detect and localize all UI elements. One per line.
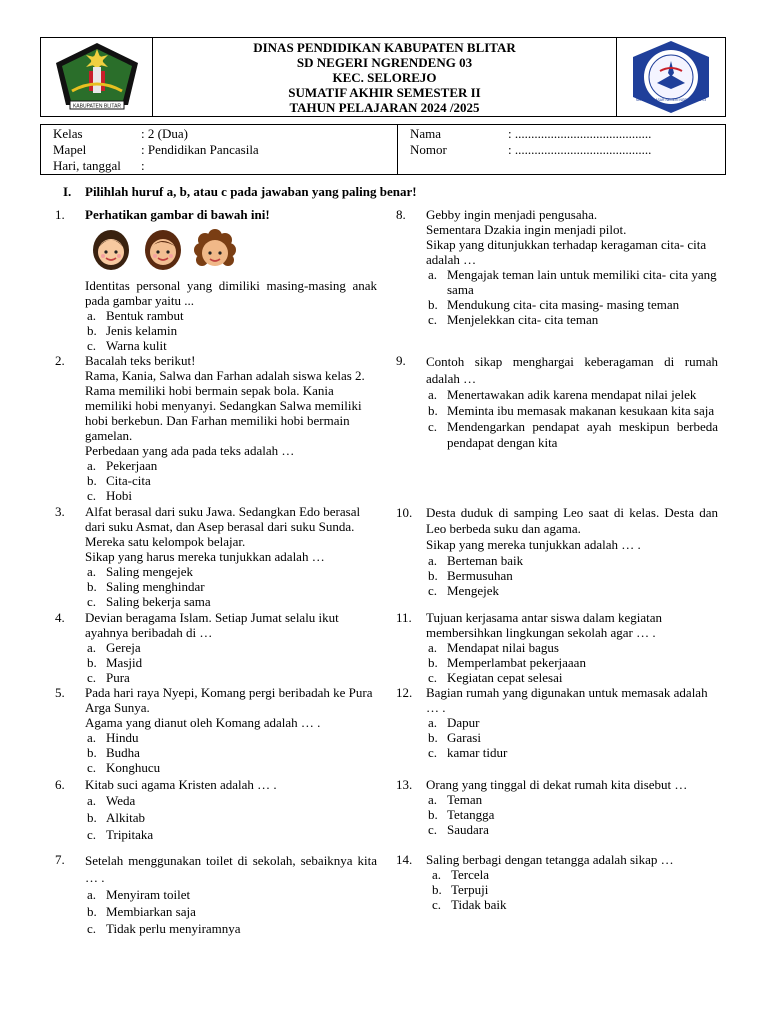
- answer-option: c. Mendengarkan pendapat ayah meskipun berbeda pendapat dengan kita: [428, 419, 718, 450]
- girl-face-icon: [89, 228, 133, 272]
- question-number: 13.: [396, 777, 413, 792]
- letterhead: [40, 37, 726, 117]
- right-logo-box: [616, 38, 725, 116]
- answer-option: b. Bermusuhan: [428, 568, 513, 583]
- answer-option: b. Jenis kelamin: [87, 323, 178, 338]
- question-text: Setelah menggunakan toilet di sekolah, sebaiknya kita … .: [85, 853, 377, 885]
- hari-row: [53, 158, 397, 174]
- question-text: Desta duduk di samping Leo saat di kelas. Desta dan Leo berbeda suku dan agama.: [426, 505, 718, 536]
- answer-option: b. Tetangga: [428, 807, 495, 822]
- question-text: Identitas personal yang dimiliki masing-masing anak pada gambar yaitu ...: [85, 278, 377, 308]
- answer-option: b. Membiarkan saja: [87, 904, 196, 919]
- answer-option: a. Tercela: [432, 867, 490, 882]
- nama-label: Nama: [410, 126, 442, 141]
- mapel-row: [53, 142, 397, 158]
- answer-option: a. Dapur: [428, 715, 480, 730]
- heading-line-1: DINAS PENDIDIKAN KABUPATEN BLITAR: [253, 39, 516, 55]
- question-2: [55, 353, 377, 503]
- question-text: Kitab suci agama Kristen adalah … .: [85, 777, 277, 792]
- question-number: 4.: [55, 610, 65, 625]
- answer-option: a. Pekerjaan: [87, 458, 158, 473]
- question-text: Sikap yang mereka tunjukkan adalah … .: [426, 537, 641, 552]
- question-text: Orang yang tinggal di dekat rumah kita disebut …: [426, 777, 688, 792]
- answer-option: a. Weda: [87, 793, 136, 808]
- question-11: [396, 610, 718, 685]
- answer-option: b. Masjid: [87, 655, 143, 670]
- question-1: [55, 207, 377, 353]
- question-10: [396, 505, 718, 598]
- answer-option: c. Kegiatan cepat selesai: [428, 670, 563, 685]
- question-text: Bacalah teks berikut!: [85, 353, 196, 368]
- question-number: 3.: [55, 504, 65, 519]
- girl-face-icon: [141, 228, 185, 272]
- children-faces-image: [89, 228, 377, 272]
- answer-option: b. Garasi: [428, 730, 481, 745]
- question-number: 2.: [55, 353, 65, 368]
- answer-option: b. Meminta ibu memasak makanan kesukaan kita saja: [428, 403, 715, 418]
- answer-option: b. Saling menghindar: [87, 579, 205, 594]
- section-instruction: [63, 184, 417, 200]
- question-7: [55, 852, 377, 937]
- nama-value: : ..........................................: [508, 126, 652, 141]
- answer-option: c. Tripitaka: [87, 827, 154, 842]
- answer-option: c. Tidak baik: [432, 897, 507, 912]
- answer-option: c. Saudara: [428, 822, 489, 837]
- question-text: Perhatikan gambar di bawah ini!: [85, 207, 270, 222]
- left-logo-box: [41, 38, 153, 116]
- answer-option: a. Menyiram toilet: [87, 887, 191, 902]
- answer-option: a. Teman: [428, 792, 483, 807]
- question-13: [396, 777, 718, 837]
- mapel-label: Mapel: [53, 142, 87, 157]
- info-right: [398, 125, 725, 174]
- question-8: [396, 207, 718, 327]
- question-number: 8.: [396, 207, 406, 222]
- question-text: Agama yang dianut oleh Komang adalah … .: [85, 715, 321, 730]
- question-number: 5.: [55, 685, 65, 700]
- question-text: Sementara Dzakia ingin menjadi pilot.: [426, 222, 627, 237]
- question-text: Alfat berasal dari suku Jawa. Sedangkan Edo berasal dari suku Asmat, dan Asep berasal dari suku Sunda. Mereka satu kelompok belajar.: [85, 504, 361, 549]
- heading-line-2: SD NEGERI NGRENDENG 03: [296, 54, 473, 70]
- question-number: 11.: [396, 610, 412, 625]
- kabupaten-blitar-logo-icon: [52, 41, 142, 113]
- student-info-table: [40, 124, 726, 175]
- nomor-label: Nomor: [410, 142, 447, 157]
- answer-option: a. Menertawakan adik karena mendapat nilai jelek: [428, 387, 697, 402]
- answer-option: a. Hindu: [87, 730, 139, 745]
- answer-option: a. Mengajak teman lain untuk memiliki cita- cita yang sama: [428, 267, 717, 297]
- heading-line-4: SUMATIF AKHIR SEMESTER II: [288, 84, 481, 100]
- curly-hair-girl-face-icon: [193, 228, 237, 272]
- nomor-row: [410, 142, 725, 158]
- question-number: 9.: [396, 353, 406, 368]
- question-text: Sikap yang harus mereka tunjukkan adalah …: [85, 549, 325, 564]
- kelas-label: Kelas: [53, 126, 83, 141]
- kelas-value: : 2 (Dua): [141, 126, 188, 141]
- question-number: 1.: [55, 207, 65, 222]
- answer-option: a. Berteman baik: [428, 553, 524, 568]
- answer-option: c. Pura: [87, 670, 130, 685]
- answer-option: a. Mendapat nilai bagus: [428, 640, 559, 655]
- question-4: [55, 610, 377, 685]
- heading-line-5: TAHUN PELAJARAN 2024 /2025: [289, 99, 480, 115]
- hari-label: Hari, tanggal: [53, 158, 121, 173]
- question-14: [396, 852, 718, 912]
- answer-option: b. Budha: [87, 745, 140, 760]
- answer-option: c. Tidak perlu menyiramnya: [87, 921, 241, 936]
- question-text: Sikap yang ditunjukkan terhadap keragaman cita- cita adalah …: [426, 237, 707, 267]
- kelas-row: [53, 126, 397, 142]
- question-text: Pada hari raya Nyepi, Komang pergi beribadah ke Pura Arga Sunya.: [85, 685, 373, 715]
- answer-option: b. Mendukung cita- cita masing- masing teman: [428, 297, 680, 312]
- question-text: Rama, Kania, Salwa dan Farhan adalah siswa kelas 2. Rama memiliki hobi bermain sepak bola. Kania memiliki hobi menyanyi. Sedangkan Salwa memiliki hobi berkebun. Dan Farhan memiliki hobi bermain gamelan.: [85, 368, 365, 443]
- question-3: [55, 504, 377, 609]
- nama-row: [410, 126, 725, 142]
- question-text: Saling berbagi dengan tetangga adalah sikap …: [426, 852, 674, 867]
- question-text: Bagian rumah yang digunakan untuk memasak adalah … .: [426, 685, 708, 715]
- answer-option: b. Cita-cita: [87, 473, 151, 488]
- right-logo-text: SEKOLAH DASAR NEGERI NGRENDENG 03: [635, 98, 707, 102]
- question-9: [396, 353, 718, 451]
- school-seal-icon: [627, 39, 715, 115]
- school-heading: [153, 38, 616, 116]
- answer-option: c. Warna kulit: [87, 338, 167, 353]
- answer-option: b. Alkitab: [87, 810, 145, 825]
- answer-option: c. Saling bekerja sama: [87, 594, 211, 609]
- nomor-value: : ..........................................: [508, 142, 652, 157]
- question-number: 6.: [55, 777, 65, 792]
- question-12: [396, 685, 718, 760]
- instruction-text: Pilihlah huruf a, b, atau c pada jawaban yang paling benar!: [85, 184, 417, 199]
- question-text: Contoh sikap menghargai keberagaman di rumah adalah …: [426, 354, 718, 386]
- question-text: Devian beragama Islam. Setiap Jumat selalu ikut ayahnya beribadah di …: [85, 610, 339, 640]
- left-logo-text: KABUPATEN BLITAR: [72, 103, 121, 110]
- question-number: 7.: [55, 852, 65, 867]
- answer-option: a. Bentuk rambut: [87, 308, 184, 323]
- info-left: [41, 125, 398, 174]
- question-number: 14.: [396, 852, 413, 867]
- answer-option: b. Terpuji: [432, 882, 489, 897]
- answer-option: a. Saling mengejek: [87, 564, 194, 579]
- answer-option: c. Konghucu: [87, 760, 161, 775]
- section-number: I.: [63, 184, 72, 199]
- question-text: Perbedaan yang ada pada teks adalah …: [85, 443, 295, 458]
- question-number: 12.: [396, 685, 413, 700]
- answer-option: c. Menjelekkan cita- cita teman: [428, 312, 599, 327]
- question-6: [55, 777, 377, 843]
- hari-value: :: [141, 158, 145, 173]
- answer-option: c. kamar tidur: [428, 745, 508, 760]
- answer-option: a. Gereja: [87, 640, 141, 655]
- answer-option: c. Hobi: [87, 488, 132, 503]
- question-5: [55, 685, 377, 775]
- question-number: 10.: [396, 505, 413, 520]
- question-text: Tujuan kerjasama antar siswa dalam kegiatan membersihkan lingkungan sekolah agar … .: [426, 610, 662, 640]
- mapel-value: : Pendidikan Pancasila: [141, 142, 259, 157]
- answer-option: c. Mengejek: [428, 583, 499, 598]
- answer-option: b. Memperlambat pekerjaaan: [428, 655, 586, 670]
- question-text: Gebby ingin menjadi pengusaha.: [426, 207, 598, 222]
- heading-line-3: KEC. SELOREJO: [332, 69, 437, 85]
